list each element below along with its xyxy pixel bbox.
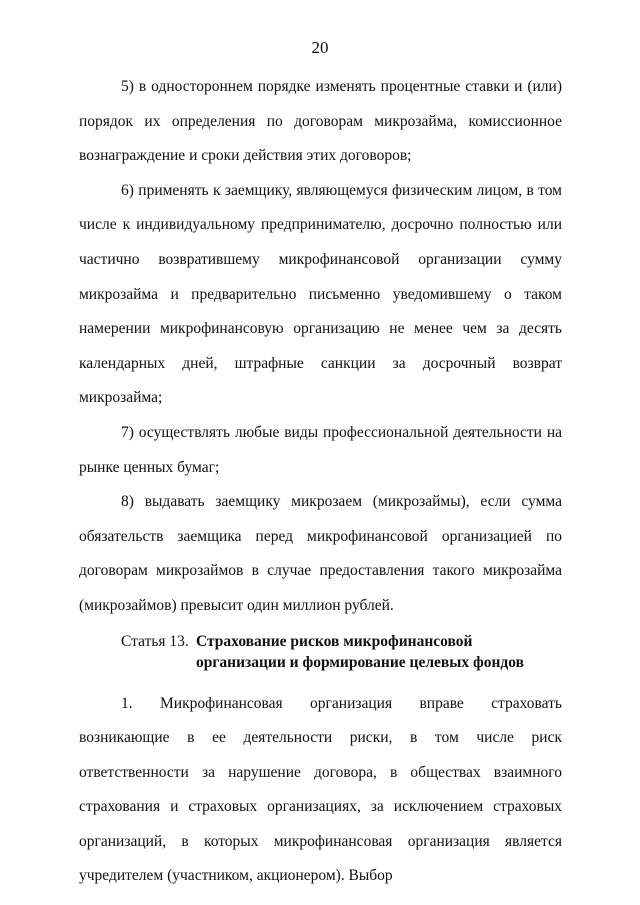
paragraph-item-7: 7) осуществлять любые виды профессиональной деятельности на рынке ценных бумаг; <box>79 423 562 476</box>
page-number: 20 <box>311 38 329 57</box>
article-title: Страхование рисков микрофинансовой организации и формирование целевых фондов <box>196 632 525 671</box>
article-number: Статья 13. <box>121 632 189 650</box>
article-heading <box>79 631 562 673</box>
paragraph-item-8: 8) выдавать заемщику микрозаем (микрозаймы), если сумма обязательств заемщика перед микрофинансовой организацией по договорам микрозаймов в случае предоставления такого микрозайма (микрозаймов) превысит один миллион рублей. <box>79 493 562 614</box>
paragraph-item-5: 5) в одностороннем порядке изменять процентные ставки и (или) порядок их определения по договорам микрозайма, комиссионное вознаграждение и сроки действия этих договоров; <box>79 78 562 165</box>
article-paragraph-1: 1. Микрофинансовая организация вправе страховать возникающие в ее деятельности риски, в том числе риск ответственности за нарушение договора, в обществах взаимного страхования и страховых организациях, за исключением страховых организаций, в которых микрофинансовая организация является учредителем (участником, акционером). Выбор <box>79 694 562 885</box>
document-body <box>79 70 562 894</box>
paragraph-item-6: 6) применять к заемщику, являющемуся физическим лицом, в том числе к индивидуальному предпринимателю, досрочно полностью или частично возвратившему микрофинансовой организации сумму микрозайма и предварительно письменно уведомившему о таком намерении микрофинансовую организацию не менее чем за десять календарных дней, штрафные санкции за досрочный возврат микрозайма; <box>79 181 562 407</box>
